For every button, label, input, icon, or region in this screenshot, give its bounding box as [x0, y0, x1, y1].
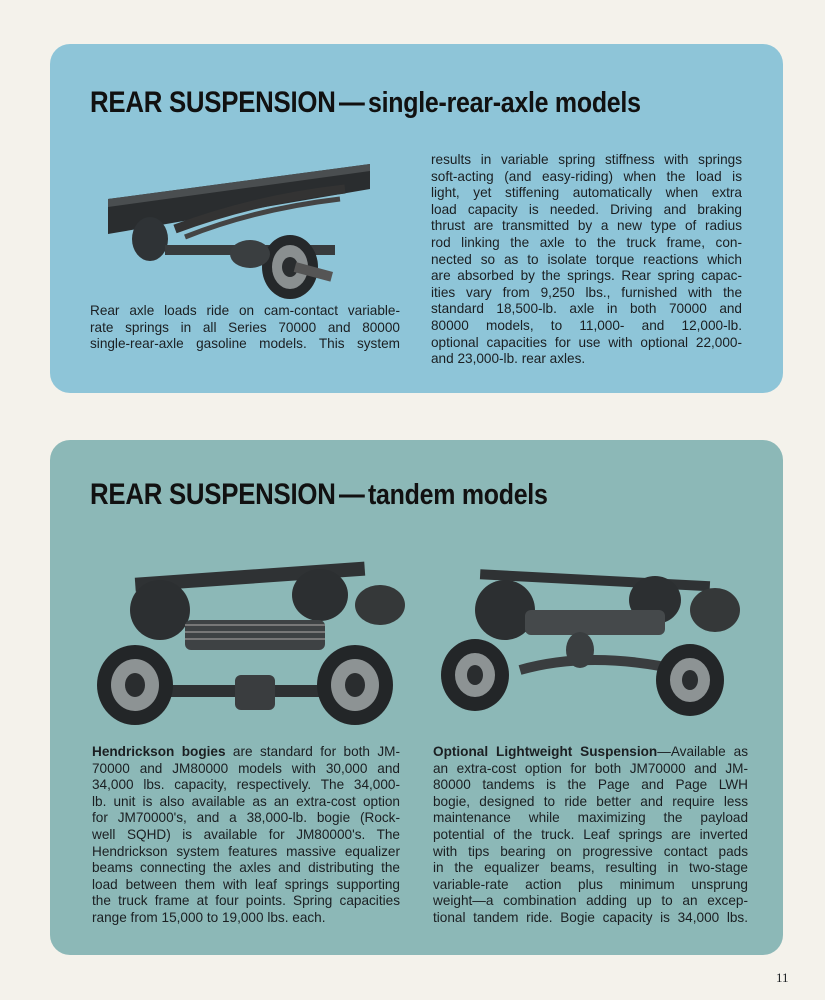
text-line: for JM70000's, and a 38,000-lb. bogie (Rock-: [92, 810, 400, 826]
text-line: nected so as to isolate torque reactions which: [431, 251, 742, 267]
text-line: Rear axle loads ride on cam-contact variable-: [90, 303, 400, 318]
text-line: the truck frame at four points. Spring capacities: [92, 893, 400, 909]
text-line: soft-acting (and easy-riding) when the load is: [431, 168, 742, 184]
title-sub: single-rear-axle models: [368, 87, 641, 119]
text-line: ities vary from 9,250 lbs., furnished with the: [431, 284, 742, 300]
section-title: [90, 478, 548, 512]
text-line: optional capacities for use with optional 22,000-: [431, 334, 742, 350]
lightweight-lead: Optional Lightweight Suspension: [433, 744, 658, 759]
text-line: tional tandem ride. Bogie capacity is 34,000 lbs.: [433, 909, 748, 925]
text-line: 80000 tandems is the Page and Page LWH: [433, 777, 748, 793]
text-line: Hendrickson system features massive equalizer: [92, 843, 400, 859]
title-dash: —: [339, 86, 365, 119]
title-sub: tandem models: [368, 479, 548, 511]
text-line: [433, 744, 748, 761]
text-fragment: are standard for both JM-: [225, 744, 400, 759]
text-line: weight—a combination adding up to an excep-: [433, 893, 748, 909]
text-line: variable-rate action plus minimum unsprung: [433, 876, 748, 892]
section-title: [90, 86, 641, 120]
text-line: rod linking the axle to the truck frame, con-: [431, 234, 742, 250]
intro-text-left: [90, 303, 400, 353]
text-line: thrust are transmitted by a new type of radius: [431, 218, 742, 234]
text-line: 70000 and JM80000 models with 30,000 and: [92, 760, 400, 776]
text-line: with tips bearing on progressive contact pads: [433, 843, 748, 859]
text-line: light, yet stiffening automatically when extra: [431, 185, 742, 201]
title-dash: —: [339, 478, 365, 511]
hendrickson-bogie-photo: [95, 550, 410, 730]
text-line: and 23,000-lb. rear axles.: [431, 351, 586, 367]
lightweight-suspension-photo: [440, 555, 750, 725]
text-line: an extra-cost option for both JM70000 and JM-: [433, 760, 748, 776]
title-main: REAR SUSPENSION: [90, 86, 336, 119]
single-axle-panel: [50, 44, 783, 393]
title-main: REAR SUSPENSION: [90, 478, 336, 511]
text-line: potential of the truck. Leaf springs are inverted: [433, 826, 748, 842]
text-line: load capacity is needed. Driving and braking: [431, 201, 742, 217]
text-line: rate springs in all Series 70000 and 80000: [90, 319, 400, 335]
intro-text-right: [431, 152, 742, 368]
text-line: are absorbed by the springs. Rear spring capac-: [431, 268, 742, 284]
hendrickson-text: [92, 744, 400, 927]
text-line: lb. unit is also available as an extra-cost option: [92, 793, 400, 809]
single-axle-suspension-photo: [105, 159, 375, 304]
text-line: beams connecting the axles and distributing the: [92, 860, 400, 876]
text-line: maintenance while maximizing the payload: [433, 810, 748, 826]
text-line: 80000 models, to 11,000- and 12,000-lb.: [431, 317, 742, 333]
text-line: results in variable spring stiffness with springs: [431, 152, 742, 167]
page-number: 11: [776, 970, 789, 985]
text-line: load between them with leaf springs supporting: [92, 876, 400, 892]
text-line: range from 15,000 to 19,000 lbs. each.: [92, 909, 326, 925]
text-line: bogie, designed to ride better and require less: [433, 793, 748, 809]
lightweight-text: [433, 744, 748, 927]
tandem-panel: [50, 440, 783, 955]
text-line: in the equalizer beams, resulting in two-stage: [433, 860, 748, 876]
text-line: [92, 744, 400, 761]
text-line: 34,000 lbs. capacity, respectively. The 34,000-: [92, 777, 400, 793]
text-fragment: —Available as: [657, 744, 749, 759]
text-line: single-rear-axle gasoline models. This system: [90, 336, 400, 352]
text-line: standard 18,500-lb. axle in both 70000 and: [431, 301, 742, 317]
hendrickson-lead: Hendrickson bogies: [92, 744, 226, 759]
text-line: well SQHD) is available for JM80000's. The: [92, 826, 400, 842]
